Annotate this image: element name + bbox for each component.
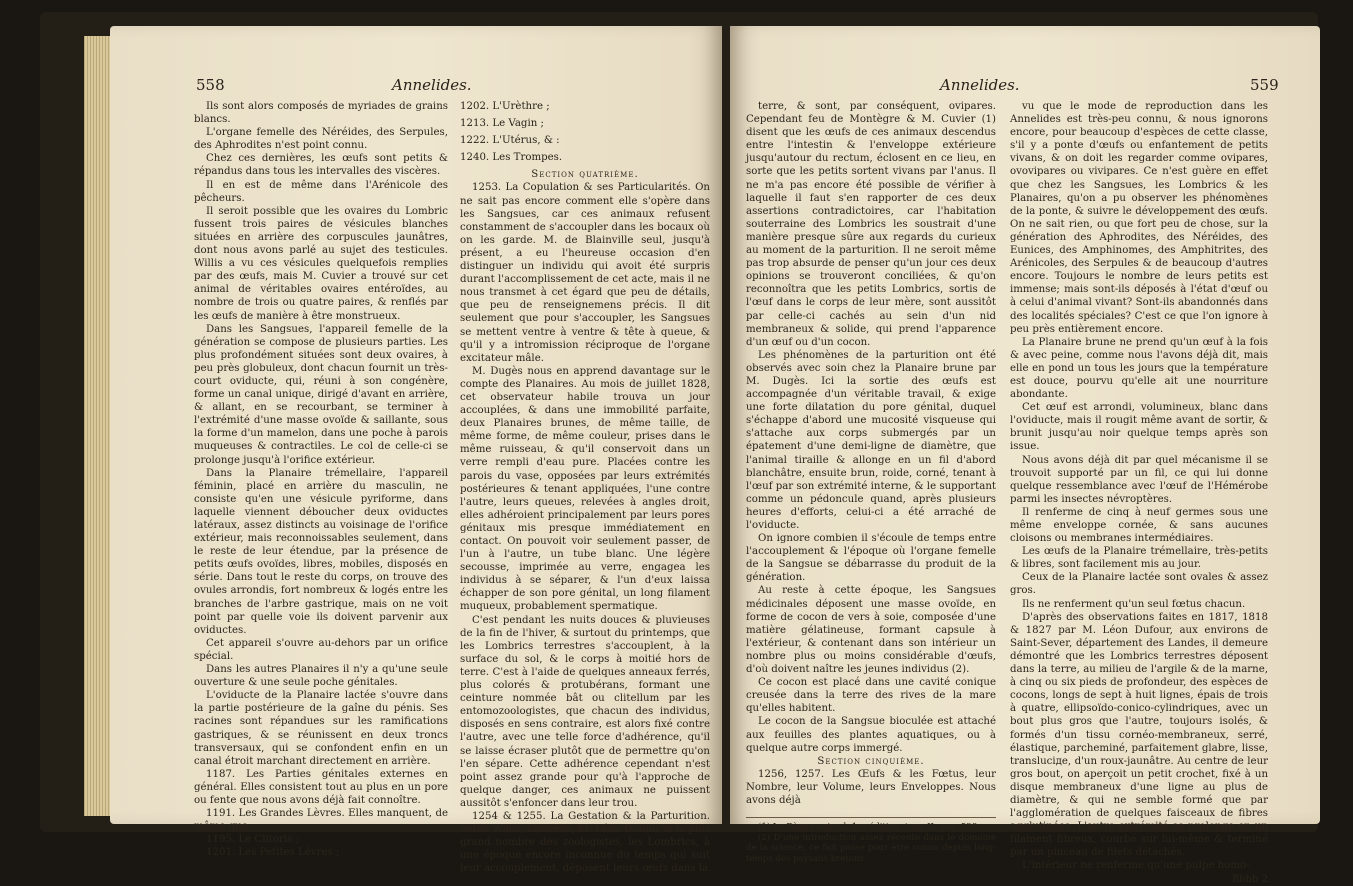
paragraph: Nous avons déjà dit par quel mécanisme il se trouvoit supporté par un fil, ce qui lui donne quelque ressemblance avec l'œuf de l'Hémérobe parmi les insectes névroptères.: [1010, 454, 1268, 505]
left-page: [110, 26, 722, 875]
paragraph: D'après des observations faites en 1817, 1818 & 1827 par M. Léon Dufour, aux environs de Saint-Sever, département des Landes, il demeure démontré que les Lombrics terrestres déposent dans la terre, au milieu de l'argile & de la marne, à cinq ou six pieds de profondeur, des espèces de cocons, longs de sept à huit lignes, épais de trois à quatre, ellipsoïdo-conico-cylindriques, avec un bout plus gros que l'autre, toujours isolés, & formés d'un tissu cornéo-membraneux, serré, élastique, parcheminé, parfaitement glabre, lisse, transluciде, d'un roux-jaunâtre. Au centre de leur gros bout, on aperçoit un petit crochet, fixé à un disque membraneux d'une ligne au plus de diamètre, & qui ne semble formé que par l'agglomération de quelques faisceaux de fibres agglutinées. L'autre extrémité se prolonge en un filament fibreux, courbé sur lui-même & terminé par un pinceau de filets détachés.: [1010, 611, 1268, 859]
paragraph: L'organe femelle des Néréides, des Serpules, des Aphrodites n'est point connu.: [194, 127, 448, 152]
section-title: Section cinquième.: [817, 755, 925, 767]
paragraph: 1187. Les Parties génitales externes en général. Elles consistent tout au plus en un pore ou fente que nous avons déjà fait connoître.: [194, 768, 448, 806]
paragraph: Ceux de la Planaire lactée sont ovales & assez gros.: [1010, 572, 1268, 597]
paragraph: 1253. La Copulation & ses Particularités. On ne sait pas encore comment elle s'opère dans les Sangsues, car ces animaux refusent constamment de s'accoupler dans les bocaux où on les garde. M. de Blainville seul, jusqu'à présent, a eu l'heureuse occasion d'en distinguer un individu qui avoit été surpris durant l'accomplissement de cet acte, mais il ne nous transmet à cet égard que peu de détails, que peu de renseignemens précis. Il dit seulement que pour s'accoupler, les Sangsues se mettent ventre à ventre & tête à queue, & qu'il y a intromission réciproque de l'organe excitateur mâle.: [460, 182, 710, 364]
paragraph: Les œufs de la Planaire trémellaire, très-petits & libres, sont facilement mis au jour.: [1010, 546, 1268, 571]
paragraph: La Planaire brune ne prend qu'un œuf à la fois & avec peine, comme nous l'avons déjà dit, mais elle en pond un tous les jours que la température est douce, pourvu qu'elle ait une nourriture abondante.: [1010, 336, 1268, 401]
paragraph: Chez ces dernières, les œufs sont petits & répandus dans tous les intervalles des viscères.: [194, 153, 448, 178]
section-title: Section quatrième.: [531, 169, 639, 181]
running-head: Annelides.: [940, 76, 1020, 94]
list-item: 1202. L'Urèthre ;: [460, 101, 550, 112]
paragraph: Ce cocon est placé dans une cavité conique creusée dans la terre des rives de la mare qu'elles habitent.: [746, 677, 996, 715]
right-page: [730, 26, 1320, 885]
paragraph: terre, & sont, par conséquent, ovipares. Cependant feu de Montègre & M. Cuvier (1) disent que les œufs de ces animaux descendus entre l'intestin & l'enveloppe extérieure jusqu'autour du rectum, éclosent en ce lieu, en sorte que les petits sortent vivans par l'anus. Il ne m'a pas encore été possible de vérifier à laquelle il faut s'en rapporter de ces deux assertions contradictoires, car l'habitation souterraine des Lombrics les soustrait d'une manière presque sûre aux regards du curieux au moment de la parturition. Il ne seroit même pas trop absurde de penser qu'un jour ces deux opinions se trouveront conciliées, & qu'on reconnoîtra que les petits Lombrics, sortis de l'œuf dans le corps de leur mère, sont aussitôt par celle-ci cachés au sein d'un nid membraneux & solide, qui prend l'apparence d'un œuf ou d'un cocon.: [746, 101, 996, 348]
paragraph: L'oviducte de la Planaire lactée s'ouvre dans la partie postérieure de la gaîne du pénis. Ses racines sont répandues sur les ramifications gastriques, & se réunissent en deux troncs transversaux, qui se confondent enfin en un canal étroit marchant directement en arrière.: [194, 690, 448, 767]
paragraph: 1256, 1257. Les Œufs & les Fœtus, leur Nombre, leur Volume, leurs Enveloppes. Nous avons déjà: [746, 768, 996, 806]
page-number: 559: [1250, 76, 1279, 94]
paragraph: 1195. Le Clitoris ;: [206, 834, 300, 846]
paragraph: Il en est de même dans l'Arénicole des pêcheurs.: [194, 179, 448, 204]
paragraph: vu que le mode de reproduction dans les Annelides est très-peu connu, & nous ignorons encore, pour beaucoup d'espèces de cette classe, s'il y a ponte d'œufs ou enfantement de petits vivans, & on doit les regarder comme ovipares, ovovipares ou vivipares. Ce n'est guère en effet que chez les Sangsues, les Lombrics & les Planaires, qu'on a pu observer les phénomènes de la ponte, & suivre le développement des œufs. On ne sait rien, ou que fort peu de chose, sur la génération des Aphrodites, des Néréides, des Eunices, des Amphinomes, des Amphitrites, des Arénicoles, des Serpules & de beaucoup d'autres encore. Toujours le nombre de leurs petits est immense; mais sont-ils déposés à l'état d'œuf ou à celui d'animal vivant? Sont-ils abandonnés dans des localités spéciales? C'est ce que l'on ignore à peu près entièrement encore.: [1010, 101, 1268, 335]
page-edges-left: [84, 36, 110, 816]
paragraph: Dans les autres Planaires il n'y a qu'une seule ouverture & une seule poche génitales.: [194, 664, 448, 689]
paragraph: Les phénomènes de la parturition ont été observés avec soin chez la Planaire brune par M. Dugès. Ici la sortie des œufs est accompagnée d'un véritable travail, & exige une forte dilatation du pore génital, duquel s'échappe d'abord une mucosité visqueuse qui s'attache aux corps submergés par un épatement d'une demi-ligne de diamètre, que l'animal tiraille & allonge en un fil d'abord blanchâtre, ensuite brun, roide, corné, tenant à l'œuf par son extrémité interne, & le supportant comme un pédoncule quand, après plusieurs heures d'efforts, celui-ci a été arraché de l'oviducte.: [746, 349, 996, 531]
paragraph: Ils sont alors composés de myriades de grains blancs.: [194, 101, 448, 126]
paragraph: M. Dugès nous en apprend davantage sur le compte des Planaires. Au mois de juillet 1828, cet observateur habile trouva un jour accouplées, & dans une immobilité parfaite, deux Planaires brunes, de même taille, de même forme, de même couleur, prises dans le même ruisseau, & qu'il conservoit dans un verre rempli d'eau pure. Placées contre les parois du vase, opposées par leurs extrémités postérieures & tenant appliquées, l'une contre l'autre, leurs queues, relevées à angles droit, elles adhéroient principalement par leurs pores génitaux mis presque immédiatement en contact. On pouvoit voir seulement passer, de l'un à l'autre, un tube blanc. Une légère secousse, imprimée au verre, engagea les individus à se séparer, & l'un d'eux laissa échapper de son pore génital, un long filament muqueux, probablement spermatique.: [460, 365, 710, 613]
signature-mark: Bbbb 2: [1231, 873, 1268, 885]
footnote: (1) Le Règne animal, 1re édition, tom. II, pag. 528.: [758, 822, 981, 833]
paragraph: Cet appareil s'ouvre au-dehors par un orifice spécial.: [194, 637, 448, 662]
paragraph: Ils ne renferment qu'un seul fœtus chacun.: [1022, 598, 1246, 610]
list: [460, 100, 710, 164]
list-item: 1213. Le Vagin ;: [460, 118, 544, 130]
right-column-1: [746, 100, 996, 864]
running-head: Annelides.: [392, 76, 472, 94]
paragraph: Cet œuf est arrondi, volumineux, blanc dans l'oviducte, mais il rougit même avant de sortir, & brunit jusqu'au noir quelque temps après son issue.: [1010, 402, 1268, 453]
footnotes: [746, 817, 996, 864]
left-column-2: [460, 100, 710, 875]
paragraph: Dans les Sangsues, l'appareil femelle de la génération se compose de plusieurs parties. Les plus profondément situées sont deux ovaires, à peu près globuleux, dont chacun fournit un très-court oviducte, qui, réuni à son congénère, forme un canal unique, dirigé d'avant en arrière, & allant, en se recourbant, se terminer à l'extrémité d'une masse ovoïde & saillante, sous la forme d'un mamelon, dans une poche à parois muqueuses & contractiles. Le col de celle-ci se prolonge jusqu'à l'orifice extérieur.: [194, 323, 448, 466]
paragraph: 1254 & 1255. La Gestation & la Parturition. Selon Willis, Linnæus, M. Léon Dufour & le plus grand nombre des zoologistes, les Lombrics, à une époque encore inconnue du temps qui suit leur accouplement, déposent leurs œufs dans la: [460, 810, 710, 875]
book: [40, 12, 1318, 885]
list-item: 1222. L'Utérus, & :: [460, 135, 560, 147]
paragraph: Dans la Planaire trémellaire, l'appareil féminin, placé en arrière du masculin, ne consiste qu'en une vésicule pyriforme, dans laquelle viennent déboucher deux oviductes latéraux, assez distincts au voisinage de l'orifice extérieur, mais reconnoissables seulement, dans le reste de leur étendue, par la présence de petits œufs ovoïdes, libres, mobiles, disposés en série. Dans tout le reste du corps, on trouve des ovules arrondis, fort nombreux & logés entre les branches de l'arbre gastrique, mais on ne voit point par quelle voie ils doivent parvenir aux oviductes.: [194, 467, 448, 636]
right-column-2: [1010, 100, 1268, 886]
paragraph: L'intérieur ne renferme qu'une pulpe homo-: [1022, 860, 1250, 872]
list-item: 1240. Les Trompes.: [460, 152, 563, 164]
page-number: 558: [196, 76, 225, 94]
paragraph: C'est pendant les nuits douces & pluvieuses de la fin de l'hiver, & surtout du printemps, que les Lombrics terrestres s'accouplent, à la surface du sol, & le corps à moitié hors de terre. C'est à l'aide de quelques anneaux ferrés, plus colorés & protubérans, formant une ceinture nommée bât ou clitellum par les entomozoologistes, que chacun des individus, disposés en sens contraire, est alors fixé contre l'autre, avec une telle force d'adhérence, qu'il se laisse écraser plutôt que de permettre qu'on l'en sépare. Cette adhérence cependant n'est point assez grande pour qu'à l'approche de quelque danger, ces animaux ne puissent aussitôt s'enfoncer dans leur trou.: [460, 614, 710, 809]
left-column-1: [194, 100, 448, 859]
paragraph: On ignore combien il s'écoule de temps entre l'accouplement & l'époque où l'organe femelle de la Sangsue se débarrasse du produit de la génération.: [746, 533, 996, 584]
paragraph: Il seroit possible que les ovaires du Lombric fussent trois paires de vésicules blanches situées en arrière des corpuscules jaunâtres, dont nous avons parlé au sujet des testicules. Willis a vu ces vésicules quelquefois remplies par des œufs, mais M. Cuvier a trouvé sur cet animal de véritables ovaires entéroïdes, au nombre de trois ou quatre paires, & renflés par les œufs de manière à être monstrueux.: [194, 205, 448, 322]
paragraph: 1191. Les Grandes Lèvres. Elles manquent, de même que :: [194, 808, 448, 833]
paragraph: Au reste à cette époque, les Sangsues médicinales déposent une masse ovoïde, en forme de cocon de vers à soie, composée d'une matière gélatineuse, formant capsule à l'extérieur, & contenant dans son intérieur un nombre plus ou moins considérable d'œufs, d'où doivent naître les jeunes individus (2).: [746, 585, 996, 676]
paragraph: Le cocon de la Sangsue bioculée est attaché aux feuilles des plantes aquatiques, ou à quelque autre corps immergé.: [746, 716, 996, 754]
paragraph: 1201. Les Petites Lèvres ;: [206, 847, 340, 859]
footnote: (2) D'une introduction assez récente dans le domaine de la science, ce fait passe pour être connu depuis long-temps des paysans bretons.: [746, 832, 996, 864]
paragraph: Il renferme de cinq à neuf germes sous une même enveloppe cornée, & sans aucunes cloisons ou membranes intermédiaires.: [1010, 506, 1268, 545]
